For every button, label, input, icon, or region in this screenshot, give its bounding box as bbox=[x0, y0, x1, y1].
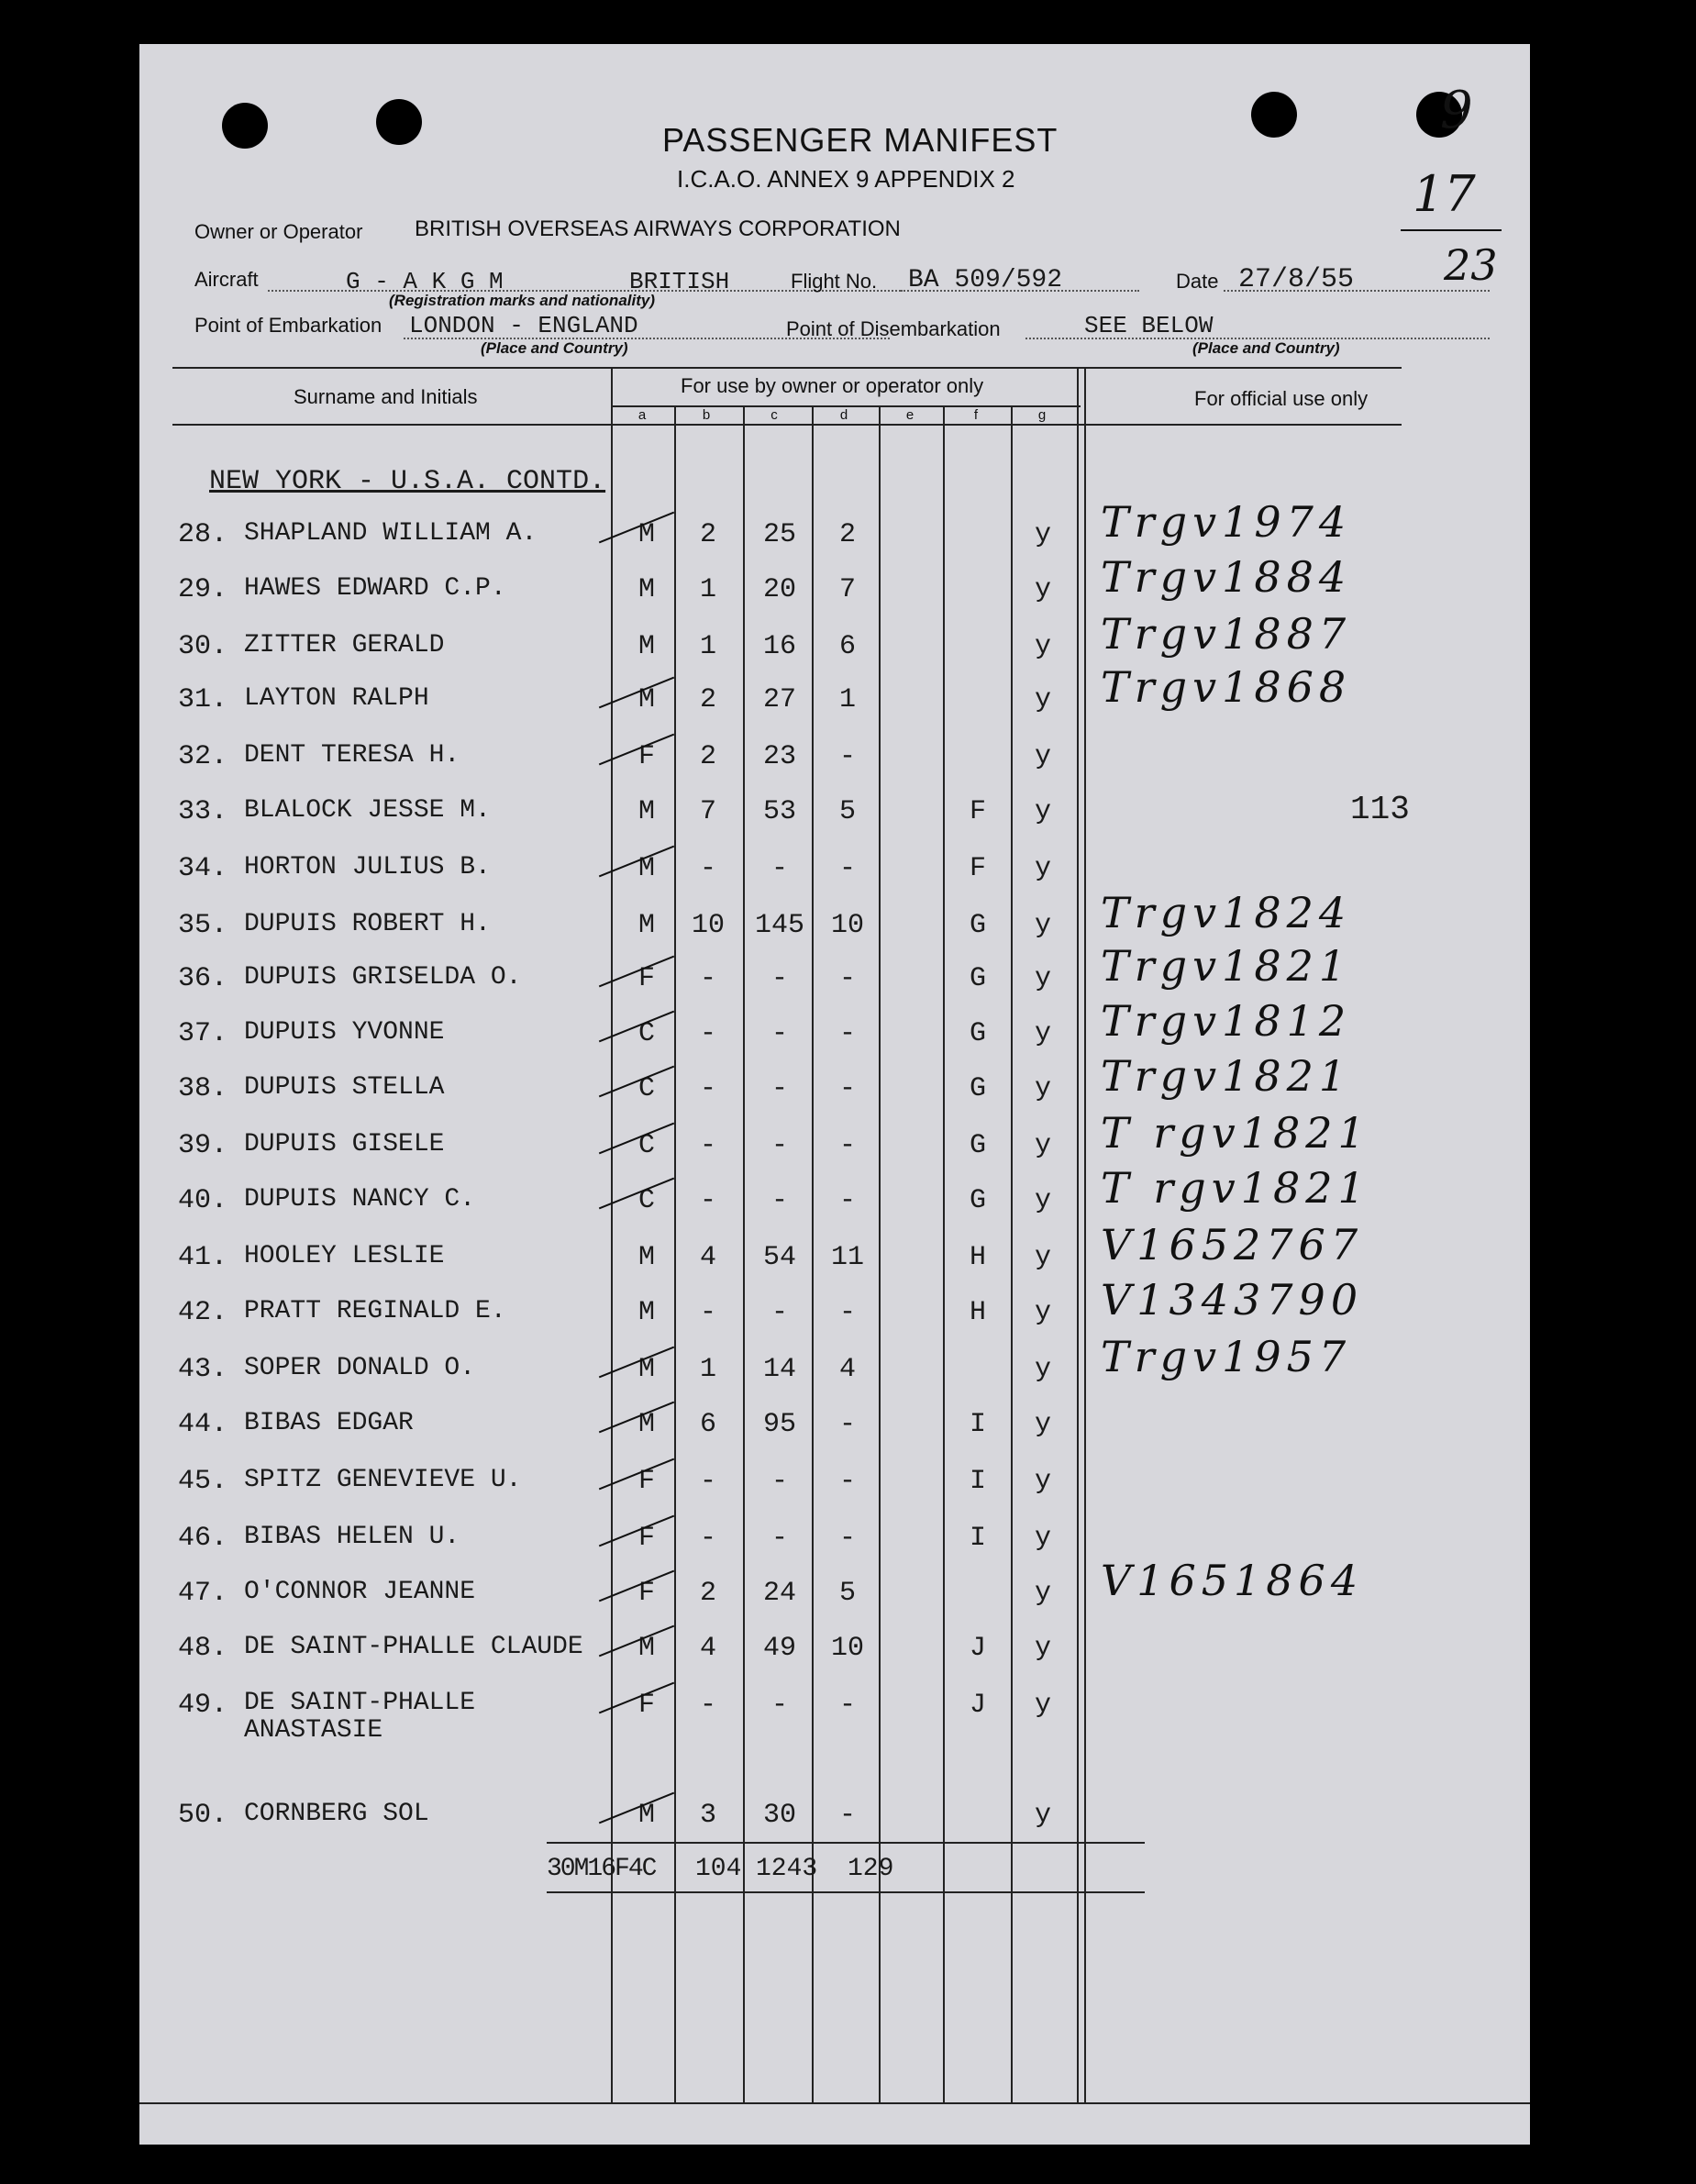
disembarkation-value: SEE BELOW bbox=[1084, 312, 1214, 339]
col-a-value: M bbox=[637, 1297, 655, 1328]
col-d-value: - bbox=[838, 1297, 856, 1328]
col-c-value: - bbox=[770, 1690, 788, 1721]
col-b-value: 4 bbox=[699, 1633, 716, 1664]
row-number: 46. bbox=[178, 1523, 228, 1554]
row-number: 33. bbox=[178, 796, 228, 827]
col-c-value: - bbox=[770, 1073, 788, 1104]
col-d-value: 7 bbox=[838, 574, 856, 605]
col-d-value: 5 bbox=[838, 796, 856, 827]
subcol-letter-c: c bbox=[770, 407, 778, 423]
col-g-value: y bbox=[1034, 1297, 1051, 1328]
col-d-value: - bbox=[838, 1073, 856, 1104]
col-d-value: 1 bbox=[838, 684, 856, 715]
col-b-value: 4 bbox=[699, 1242, 716, 1273]
aircraft-nationality: BRITISH bbox=[629, 268, 730, 295]
punch-hole bbox=[1251, 92, 1297, 138]
col-a-value: M bbox=[637, 631, 655, 662]
passenger-name: DUPUIS STELLA bbox=[244, 1073, 445, 1102]
col-b-value: 2 bbox=[699, 741, 716, 772]
row-number: 49. bbox=[178, 1690, 228, 1721]
row-number: 48. bbox=[178, 1633, 228, 1664]
col-b-value: 1 bbox=[699, 631, 716, 662]
col-b-value: 10 bbox=[691, 910, 725, 941]
col-g-value: y bbox=[1034, 910, 1051, 941]
col-b-value: 2 bbox=[699, 684, 716, 715]
col-f-value: I bbox=[969, 1409, 986, 1440]
row-number: 42. bbox=[178, 1297, 228, 1328]
col-d-value: - bbox=[838, 1018, 856, 1049]
col-g-value: y bbox=[1034, 1466, 1051, 1497]
col-a-value: M bbox=[637, 1354, 655, 1385]
subcol-letter-g: g bbox=[1037, 407, 1047, 423]
col-a-value: M bbox=[637, 1800, 655, 1831]
official-use-entry: Trgv1821 bbox=[1101, 941, 1352, 991]
col-g-value: y bbox=[1034, 1578, 1051, 1609]
col-b-value: 1 bbox=[699, 1354, 716, 1385]
col-c-value: - bbox=[770, 1130, 788, 1161]
col-c-value: - bbox=[770, 963, 788, 994]
col-b-value: - bbox=[699, 1130, 716, 1161]
col-f-value: G bbox=[969, 1130, 986, 1161]
col-g-value: y bbox=[1034, 1242, 1051, 1273]
passenger-name: DUPUIS GRISELDA O. bbox=[244, 963, 522, 992]
passenger-name: SPITZ GENEVIEVE U. bbox=[244, 1466, 522, 1494]
passenger-name: DE SAINT-PHALLE ANASTASIE bbox=[244, 1689, 476, 1745]
col-c-value: - bbox=[770, 1466, 788, 1497]
row-number: 45. bbox=[178, 1466, 228, 1497]
embarkation-note: (Place and Country) bbox=[481, 339, 628, 357]
col-c-value: 25 bbox=[762, 519, 796, 550]
row-number: 37. bbox=[178, 1018, 228, 1049]
col-f-value: G bbox=[969, 910, 986, 941]
col-d-value: 5 bbox=[838, 1578, 856, 1609]
col-d-value: - bbox=[838, 1409, 856, 1440]
col-c-value: - bbox=[770, 853, 788, 884]
aircraft-label: Aircraft bbox=[194, 268, 259, 291]
col-g-value: y bbox=[1034, 1073, 1051, 1104]
col-g-value: y bbox=[1034, 519, 1051, 550]
passenger-name: DUPUIS NANCY C. bbox=[244, 1185, 476, 1214]
col-f-value: H bbox=[969, 1297, 986, 1328]
total-d: 129 bbox=[848, 1855, 894, 1883]
col-b-value: - bbox=[699, 963, 716, 994]
col-g-value: y bbox=[1034, 631, 1051, 662]
corner-mark-sheet: 17 bbox=[1413, 165, 1476, 223]
col-g-value: y bbox=[1034, 1523, 1051, 1554]
date-value: 27/8/55 bbox=[1238, 264, 1355, 295]
col-b-value: 3 bbox=[699, 1800, 716, 1831]
official-use-entry: V1651864 bbox=[1101, 1556, 1364, 1605]
col-d-value: - bbox=[838, 741, 856, 772]
row-number: 44. bbox=[178, 1409, 228, 1440]
row-number: 47. bbox=[178, 1578, 228, 1609]
total-c: 1243 bbox=[756, 1855, 818, 1883]
col-g-value: y bbox=[1034, 1018, 1051, 1049]
row-number: 39. bbox=[178, 1130, 228, 1161]
passenger-name: BIBAS EDGAR bbox=[244, 1409, 414, 1437]
row-number: 32. bbox=[178, 741, 228, 772]
manifest-page bbox=[139, 44, 1530, 2145]
row-number: 43. bbox=[178, 1354, 228, 1385]
row-number: 50. bbox=[178, 1800, 228, 1831]
col-d-value: - bbox=[838, 1185, 856, 1216]
col-d-value: 10 bbox=[830, 1633, 864, 1664]
col-a-value: F bbox=[637, 1523, 655, 1554]
passenger-name: DENT TERESA H. bbox=[244, 741, 460, 770]
col-c-value: 24 bbox=[762, 1578, 796, 1609]
col-operator-header: For use by owner or operator only bbox=[681, 374, 984, 397]
col-f-value: F bbox=[969, 853, 986, 884]
disembarkation-label: Point of Disembarkation bbox=[786, 317, 1001, 340]
col-g-value: y bbox=[1034, 1633, 1051, 1664]
col-f-value: J bbox=[969, 1690, 986, 1721]
col-a-value: M bbox=[637, 796, 655, 827]
col-official-header: For official use only bbox=[1194, 387, 1369, 410]
col-g-value: y bbox=[1034, 853, 1051, 884]
col-b-value: - bbox=[699, 1185, 716, 1216]
official-use-entry: V1343790 bbox=[1101, 1275, 1364, 1325]
col-g-value: y bbox=[1034, 1130, 1051, 1161]
col-f-value: G bbox=[969, 963, 986, 994]
official-use-entry: Trgv1887 bbox=[1101, 609, 1352, 659]
official-use-entry: Trgv1868 bbox=[1101, 662, 1352, 712]
row-number: 34. bbox=[178, 853, 228, 884]
col-d-value: - bbox=[838, 1130, 856, 1161]
punch-hole bbox=[222, 103, 268, 149]
col-d-value: - bbox=[838, 853, 856, 884]
col-f-value: G bbox=[969, 1185, 986, 1216]
subcol-letter-a: a bbox=[637, 407, 647, 423]
col-b-value: - bbox=[699, 1018, 716, 1049]
official-use-entry: Trgv1812 bbox=[1101, 996, 1352, 1046]
passenger-name: HOOLEY LESLIE bbox=[244, 1242, 445, 1270]
corner-mark-total: 23 bbox=[1444, 240, 1498, 290]
subcol-letter-e: e bbox=[905, 407, 915, 423]
col-a-value: F bbox=[637, 1690, 655, 1721]
col-b-value: - bbox=[699, 1523, 716, 1554]
total-b: 104 bbox=[695, 1855, 742, 1883]
section-title: NEW YORK - U.S.A. CONTD. bbox=[209, 466, 606, 497]
col-c-value: 27 bbox=[762, 684, 796, 715]
passenger-name: DUPUIS YVONNE bbox=[244, 1018, 445, 1047]
passenger-name: HAWES EDWARD C.P. bbox=[244, 574, 506, 603]
subcol-letter-b: b bbox=[702, 407, 711, 423]
col-b-value: 2 bbox=[699, 519, 716, 550]
col-a-value: M bbox=[637, 1242, 655, 1273]
registration-note: (Registration marks and nationality) bbox=[389, 292, 655, 309]
col-c-value: 54 bbox=[762, 1242, 796, 1273]
row-number: 29. bbox=[178, 574, 228, 605]
col-g-value: y bbox=[1034, 1409, 1051, 1440]
row-number: 41. bbox=[178, 1242, 228, 1273]
col-f-value: G bbox=[969, 1018, 986, 1049]
col-c-value: 53 bbox=[762, 796, 796, 827]
col-b-value: - bbox=[699, 1466, 716, 1497]
col-g-value: y bbox=[1034, 684, 1051, 715]
col-g-value: y bbox=[1034, 1354, 1051, 1385]
date-label: Date bbox=[1176, 270, 1219, 293]
col-g-value: y bbox=[1034, 796, 1051, 827]
col-c-value: - bbox=[770, 1297, 788, 1328]
col-f-value: G bbox=[969, 1073, 986, 1104]
col-a-value: C bbox=[637, 1130, 655, 1161]
subcol-letter-d: d bbox=[839, 407, 848, 423]
col-c-value: 14 bbox=[762, 1354, 796, 1385]
col-a-value: M bbox=[637, 1633, 655, 1664]
owner-value: BRITISH OVERSEAS AIRWAYS CORPORATION bbox=[415, 216, 901, 241]
col-c-value: 95 bbox=[762, 1409, 796, 1440]
col-c-value: 23 bbox=[762, 741, 796, 772]
col-f-value: J bbox=[969, 1633, 986, 1664]
col-g-value: y bbox=[1034, 741, 1051, 772]
aircraft-registration: G - A K G M bbox=[346, 268, 504, 295]
col-a-value: C bbox=[637, 1185, 655, 1216]
col-g-value: y bbox=[1034, 1185, 1051, 1216]
col-surname-header: Surname and Initials bbox=[294, 385, 478, 408]
row-number: 35. bbox=[178, 910, 228, 941]
passenger-name: DUPUIS GISELE bbox=[244, 1130, 445, 1159]
col-d-value: 11 bbox=[830, 1242, 864, 1273]
page-subtitle: I.C.A.O. ANNEX 9 APPENDIX 2 bbox=[677, 165, 1015, 193]
col-a-value: C bbox=[637, 1018, 655, 1049]
passenger-name: CORNBERG SOL bbox=[244, 1800, 429, 1828]
embarkation-value: LONDON - ENGLAND bbox=[409, 312, 638, 339]
col-c-value: 20 bbox=[762, 574, 796, 605]
passenger-name: PRATT REGINALD E. bbox=[244, 1297, 506, 1325]
subcol-letter-f: f bbox=[973, 407, 979, 423]
official-use-entry: Trgv1884 bbox=[1101, 552, 1352, 602]
col-f-value: H bbox=[969, 1242, 986, 1273]
col-b-value: 7 bbox=[699, 796, 716, 827]
official-use-entry: V1652767 bbox=[1101, 1220, 1364, 1269]
col-g-value: y bbox=[1034, 574, 1051, 605]
col-d-value: - bbox=[838, 1466, 856, 1497]
row-number: 38. bbox=[178, 1073, 228, 1104]
row-number: 36. bbox=[178, 963, 228, 994]
col-c-value: 145 bbox=[754, 910, 804, 941]
col-d-value: - bbox=[838, 1800, 856, 1831]
row-number: 28. bbox=[178, 519, 228, 550]
col-c-value: - bbox=[770, 1018, 788, 1049]
passenger-name: BIBAS HELEN U. bbox=[244, 1523, 460, 1551]
official-use-entry: Trgv1974 bbox=[1101, 497, 1352, 547]
col-c-value: 49 bbox=[762, 1633, 796, 1664]
col-a-value: F bbox=[637, 963, 655, 994]
col-b-value: 1 bbox=[699, 574, 716, 605]
col-a-value: F bbox=[637, 741, 655, 772]
col-d-value: - bbox=[838, 1690, 856, 1721]
col-b-value: - bbox=[699, 1073, 716, 1104]
col-f-value: F bbox=[969, 796, 986, 827]
col-a-value: M bbox=[637, 853, 655, 884]
col-c-value: - bbox=[770, 1185, 788, 1216]
col-d-value: 10 bbox=[830, 910, 864, 941]
col-d-value: - bbox=[838, 1523, 856, 1554]
official-use-entry: Trgv1957 bbox=[1101, 1332, 1352, 1381]
col-a-value: F bbox=[637, 1466, 655, 1497]
col-g-value: y bbox=[1034, 1800, 1051, 1831]
passenger-name: BLALOCK JESSE M. bbox=[244, 796, 491, 825]
col-d-value: - bbox=[838, 963, 856, 994]
owner-label: Owner or Operator bbox=[194, 220, 363, 243]
col-b-value: 6 bbox=[699, 1409, 716, 1440]
official-use-entry: T rgv1821 bbox=[1101, 1163, 1370, 1213]
passenger-name: LAYTON RALPH bbox=[244, 684, 429, 713]
passenger-name: ZITTER GERALD bbox=[244, 631, 445, 660]
passenger-name: SOPER DONALD O. bbox=[244, 1354, 476, 1382]
col-a-value: M bbox=[637, 574, 655, 605]
passenger-name: DE SAINT-PHALLE CLAUDE bbox=[244, 1633, 583, 1661]
disembarkation-note: (Place and Country) bbox=[1192, 339, 1340, 357]
punch-hole bbox=[376, 99, 422, 145]
corner-mark-page: 9 bbox=[1440, 81, 1473, 140]
col-g-value: y bbox=[1034, 1690, 1051, 1721]
embarkation-label: Point of Embarkation bbox=[194, 314, 382, 337]
passenger-name: SHAPLAND WILLIAM A. bbox=[244, 519, 538, 548]
col-d-value: 4 bbox=[838, 1354, 856, 1385]
flight-label: Flight No. bbox=[791, 270, 878, 293]
col-a-value: F bbox=[637, 1578, 655, 1609]
official-use-entry: T rgv1821 bbox=[1101, 1108, 1370, 1158]
col-f-value: I bbox=[969, 1466, 986, 1497]
col-g-value: y bbox=[1034, 963, 1051, 994]
official-use-entry: Trgv1824 bbox=[1101, 888, 1352, 937]
col-d-value: 2 bbox=[838, 519, 856, 550]
col-b-value: 2 bbox=[699, 1578, 716, 1609]
col-a-value: M bbox=[637, 1409, 655, 1440]
total-a: 30M16F4C bbox=[547, 1855, 656, 1883]
page-title: PASSENGER MANIFEST bbox=[662, 121, 1059, 159]
col-a-value: M bbox=[637, 519, 655, 550]
row-number: 40. bbox=[178, 1185, 228, 1216]
row-number: 30. bbox=[178, 631, 228, 662]
passenger-name: HORTON JULIUS B. bbox=[244, 853, 491, 881]
col-a-value: M bbox=[637, 684, 655, 715]
flight-number: BA 509/592 bbox=[908, 266, 1063, 294]
col-c-value: - bbox=[770, 1523, 788, 1554]
col-c-value: 30 bbox=[762, 1800, 796, 1831]
row-number: 31. bbox=[178, 684, 228, 715]
col-d-value: 6 bbox=[838, 631, 856, 662]
official-use-entry: Trgv1821 bbox=[1101, 1051, 1352, 1101]
col-b-value: - bbox=[699, 853, 716, 884]
col-a-value: C bbox=[637, 1073, 655, 1104]
passenger-name: DUPUIS ROBERT H. bbox=[244, 910, 491, 938]
passenger-name: O'CONNOR JEANNE bbox=[244, 1578, 476, 1606]
col-a-value: M bbox=[637, 910, 655, 941]
official-use-entry: 113 bbox=[1350, 791, 1410, 828]
col-f-value: I bbox=[969, 1523, 986, 1554]
col-b-value: - bbox=[699, 1690, 716, 1721]
col-c-value: 16 bbox=[762, 631, 796, 662]
col-b-value: - bbox=[699, 1297, 716, 1328]
